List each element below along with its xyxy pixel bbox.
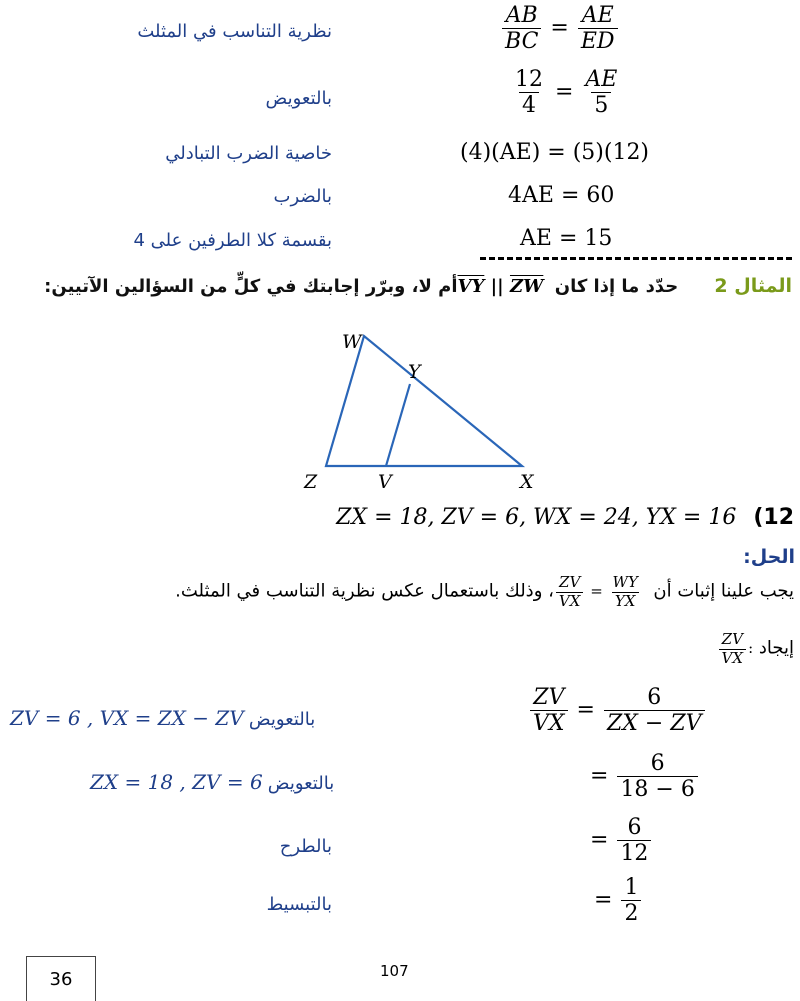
fraction-numerator: 1 xyxy=(624,875,639,900)
example-header: المثال 2 حدّد ما إذا كان $\overline{VY}$ || $\overline{ZW}$ أم لا، وبرّر إجابتك في كلٍّ من السؤالين الآتيين: xyxy=(44,275,792,297)
question-line xyxy=(336,505,794,530)
reason-math: ZX = 18 , ZV = 6 xyxy=(90,770,263,794)
step-equation: AE = 15 xyxy=(520,226,613,251)
fraction-denominator: 5 xyxy=(591,92,611,117)
example-text-before: حدّد ما إذا كان xyxy=(554,276,679,297)
fraction-denominator: 4 xyxy=(519,92,539,117)
solution-step-math: = $\frac{6}{18 - 6}$ xyxy=(590,752,700,801)
step-reason: بالضرب xyxy=(273,186,332,207)
find-line: إيجاد $\frac{ZV}{VX}$ : xyxy=(717,632,794,667)
label-z: Z xyxy=(304,471,318,493)
fraction-denominator: YX xyxy=(612,592,639,610)
label-x: X xyxy=(520,471,534,493)
dashed-separator xyxy=(480,257,792,260)
step-equation: $\frac{12}{4}$ = $\frac{AE}{5}$ xyxy=(510,68,622,117)
solution-step-math: $\frac{ZV}{VX}$ = $\frac{6}{ZX - ZV}$ xyxy=(528,686,707,735)
fraction-numerator: ZV xyxy=(559,573,581,591)
solution-step-reason xyxy=(10,706,315,730)
solution-step-reason xyxy=(90,770,334,794)
fraction-numerator: WY xyxy=(612,573,638,591)
question-given: ZX = 18, ZV = 6, WX = 24, YX = 16 xyxy=(336,505,737,530)
fraction-denominator: ED xyxy=(578,28,618,53)
step-reason: بالتعويض xyxy=(265,88,332,109)
step-equation: (4)(AE) = (5)(12) xyxy=(460,140,650,165)
fraction-denominator: ZX − ZV xyxy=(604,710,705,735)
fraction-numerator: 6 xyxy=(650,751,665,776)
label-v: V xyxy=(378,471,392,493)
example-text-after: أم لا، وبرّر إجابتك في كلٍّ من السؤالين الآتيين: xyxy=(44,276,458,297)
fraction-numerator: AE xyxy=(581,3,614,28)
fraction-denominator: 2 xyxy=(621,900,641,925)
reason-math: ZV = 6 , VX = ZX − ZV xyxy=(10,706,244,730)
step-reason: نظرية التناسب في المثلث xyxy=(137,21,332,42)
triangle-figure xyxy=(290,328,560,493)
reason-text: بالتعويض xyxy=(267,773,335,794)
page-number-center: 107 xyxy=(380,962,409,980)
solution-step-math: = $\frac{1}{2}$ xyxy=(594,876,643,925)
page-number-box xyxy=(26,956,96,1001)
solution-label: الحل: xyxy=(743,546,795,568)
solution-step-reason: بالتبسيط xyxy=(266,894,332,915)
fraction-denominator: VX xyxy=(556,592,584,610)
label-w: W xyxy=(342,331,362,353)
step-equation: $\frac{AB}{BC}$ = $\frac{AE}{ED}$ xyxy=(500,4,620,53)
fraction-numerator: ZV xyxy=(533,685,565,710)
example-label: المثال 2 xyxy=(714,275,792,297)
fraction-numerator: ZV xyxy=(721,630,743,648)
solution-step-reason: بالطرح xyxy=(279,836,332,857)
fraction-numerator: AB xyxy=(505,3,538,28)
solution-step-math: = $\frac{6}{12}$ xyxy=(590,816,653,865)
step-reason: بقسمة كلا الطرفين على 4 xyxy=(133,230,332,251)
fraction-denominator: BC xyxy=(502,28,541,53)
question-number: (12 xyxy=(753,505,794,530)
segment-zw: $\overline{ZW}$ xyxy=(509,276,544,297)
fraction-numerator: 6 xyxy=(647,685,662,710)
intro-text-before: يجب علينا إثبات أن xyxy=(653,580,794,602)
page-number: 36 xyxy=(49,968,73,990)
reason-text: بالتعويض xyxy=(248,709,316,730)
fraction-numerator: AE xyxy=(585,67,618,92)
find-label: إيجاد xyxy=(758,637,794,659)
fraction-numerator: 6 xyxy=(627,815,642,840)
step-reason: خاصية الضرب التبادلي xyxy=(165,143,332,164)
label-y: Y xyxy=(408,361,421,383)
fraction-denominator: 12 xyxy=(617,840,651,865)
fraction-denominator: VX xyxy=(719,649,747,667)
fraction-denominator: VX xyxy=(530,710,568,735)
triangle-wzx xyxy=(326,336,522,466)
intro-text-after: ، وذلك باستعمال عكس نظرية التناسب في المثلث. xyxy=(175,580,554,602)
fraction-denominator: 18 − 6 xyxy=(617,776,697,801)
solution-intro: يجب علينا إثبات أن $\frac{ZV}{VX}$ = $\frac{WY}{YX}$ ، وذلك باستعمال عكس نظرية التناسب في المثلث. xyxy=(175,573,794,610)
segment-vy: $\overline{VY}$ xyxy=(457,276,485,297)
segment-vy-line xyxy=(386,384,410,466)
fraction-numerator: 12 xyxy=(515,67,543,92)
step-equation: 4AE = 60 xyxy=(508,183,615,208)
